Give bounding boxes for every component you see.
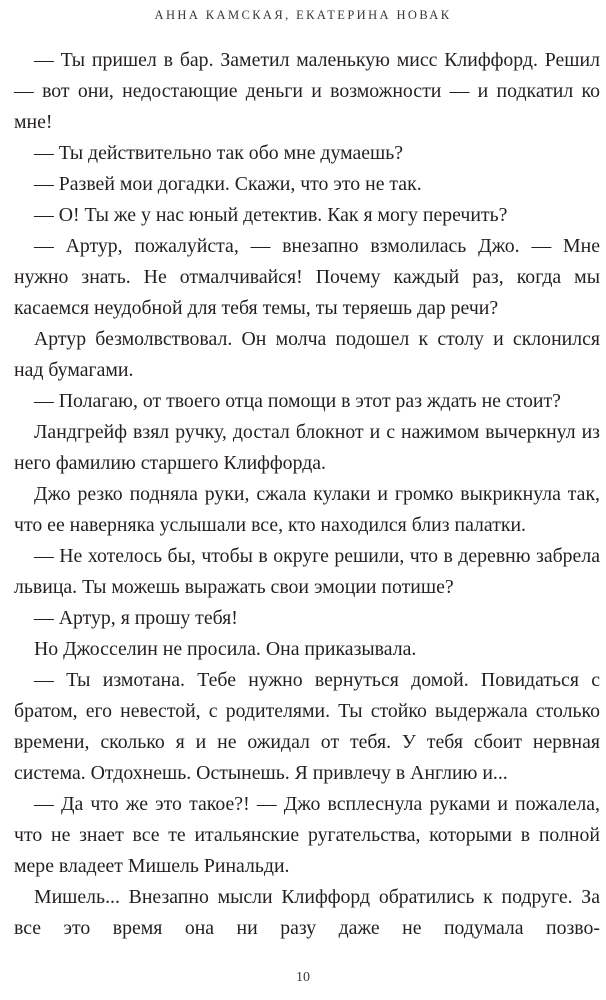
text-body [14,45,600,944]
paragraph: — Ты пришел в бар. Заметил маленькую мисс Клиффорд. Решил — вот они, недостающие деньги и возможности — и подкатил ко мне! [14,49,600,133]
paragraph-continued: Мишель... Внезапно мысли Клиффорд обратились к подруге. За все это время она ни разу даже не подумала позво- [14,886,600,939]
paragraph: — Развей мои догадки. Скажи, что это не так. [34,173,422,195]
paragraph: Ландгрейф взял ручку, достал блокнот и с нажимом вычеркнул из него фамилию старшего Клиффорда. [14,421,600,474]
paragraph: — Артур, пожалуйста, — внезапно взмолилась Джо. — Мне нужно знать. Не отмалчивайся! Почему каждый раз, когда мы касаемся неудобной для тебя темы, ты теряешь дар речи? [14,235,600,319]
paragraph: — Полагаю, от твоего отца помощи в этот раз ждать не стоит? [34,390,561,412]
running-header: АННА КАМСКАЯ, ЕКАТЕРИНА НОВАК [154,8,452,22]
paragraph: Артур безмолвствовал. Он молча подошел к столу и склонился над бумагами. [14,328,600,381]
paragraph: Но Джосселин не просила. Она приказывала. [34,638,417,660]
paragraph: — Ты действительно так обо мне думаешь? [34,142,404,164]
paragraph: — Не хотелось бы, чтобы в округе решили, что в деревню забрела львица. Ты можешь выражать свои эмоции потише? [14,545,600,598]
page-number: 10 [296,970,310,985]
paragraph: — О! Ты же у нас юный детектив. Как я могу перечить? [34,204,508,226]
paragraph: — Артур, я прошу тебя! [34,607,238,629]
paragraph: — Да что же это такое?! — Джо всплеснула руками и пожалела, что не знает все те итальянские ругательства, которыми в полной мере владеет Мишель Ринальди. [14,793,600,877]
paragraph: Джо резко подняла руки, сжала кулаки и громко выкрикнула так, что ее наверняка услышали все, кто находился близ палатки. [14,483,600,536]
paragraph: — Ты измотана. Тебе нужно вернуться домой. Повидаться с братом, его невестой, с родителями. Ты стойко выдержала столько времени, сколько я и не ожидал от тебя. У тебя сбоит нервная система. Отдохнешь. Остынешь. Я привлечу в Англию и... [14,669,600,784]
